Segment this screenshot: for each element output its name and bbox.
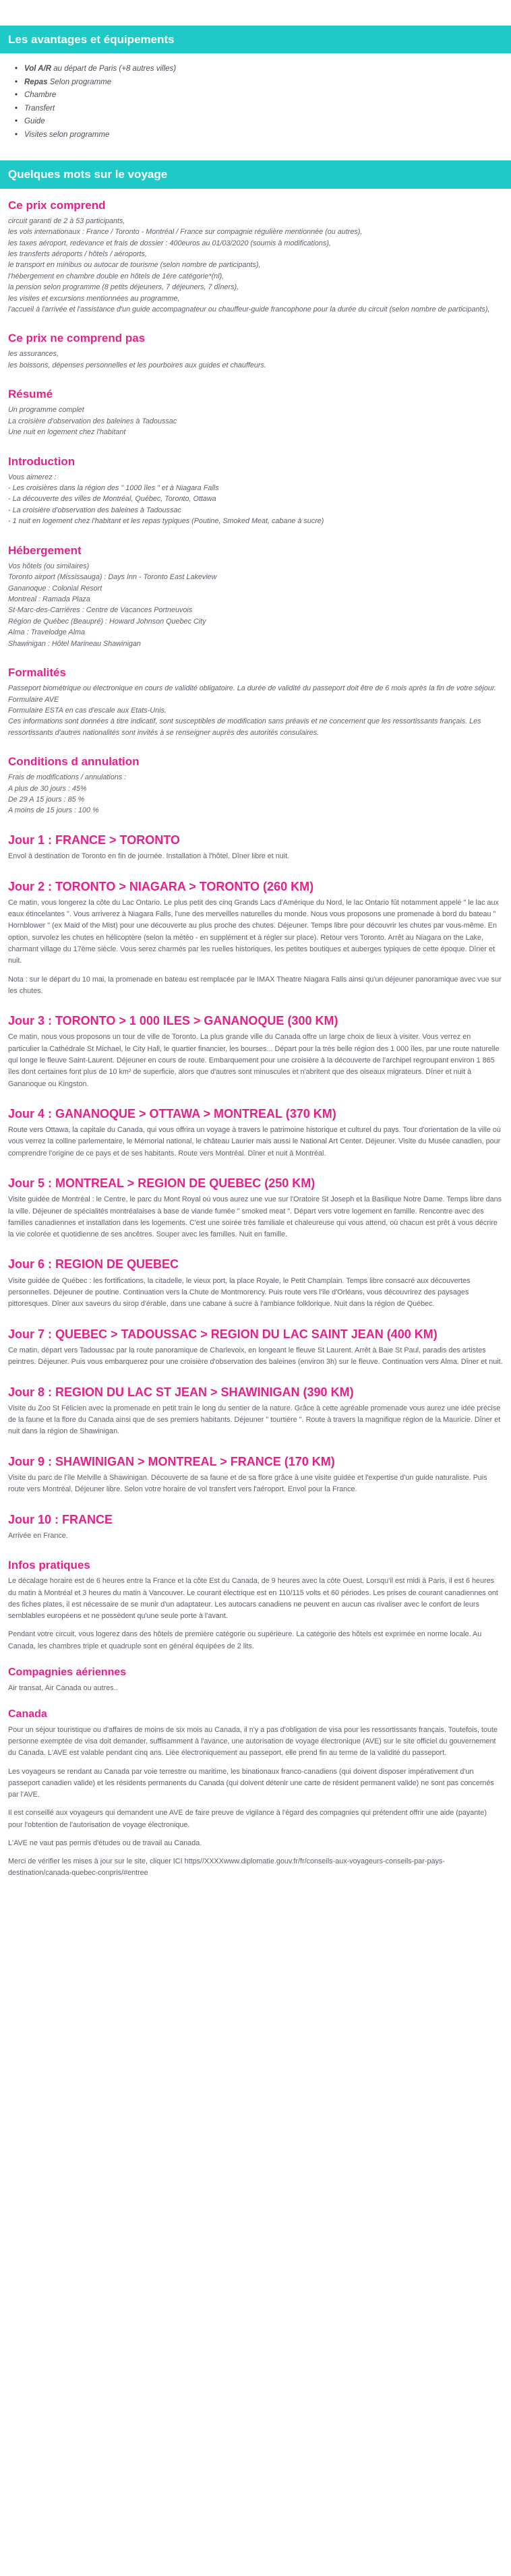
- advantage-item: [15, 102, 495, 116]
- advantage-item-text: au départ de Paris (+8 autres villes): [51, 65, 177, 73]
- prix-ne-comprend-list: [8, 349, 503, 371]
- voyage-content: [0, 198, 511, 1880]
- text-line: les vols internationaux : France / Toronto - Montréal / France sur compagnie régulière mentionnée (ou autres),: [8, 228, 363, 237]
- day-title: Jour 4 : GANANOQUE > OTTAWA > MONTREAL (370 KM): [8, 1106, 336, 1120]
- day-description: Visite du parc de l'île Melville à Shawinigan. Découverte de sa faune et de sa flore grâce à une visite guidée et l'expertise d'un guide naturaliste. Puis route vers Montréal. Déjeuner libre. Selon votre horaire de vol transfert vers l'aéroport. Envol pour la France.: [8, 1474, 487, 1494]
- day-description: Envol à destination de Toronto en fin de journée. Installation à l'hôtel. Dîner libre et nuit.: [8, 852, 290, 861]
- day-title: Jour 6 : REGION DE QUEBEC: [8, 1257, 179, 1271]
- paragraph: Pendant votre circuit, vous logerez dans des hôtels de première catégorie ou supérieure. La catégorie des hôtels est exprimée en norme locale. Au Canada, les chambres triple et quadruple sont en général équipées de 2 lits.: [8, 1630, 482, 1650]
- infos-title: Infos pratiques: [8, 1559, 90, 1572]
- text-line: Gananoque : Colonial Resort: [8, 584, 102, 593]
- day-title: Jour 1 : FRANCE > TORONTO: [8, 833, 180, 847]
- day-description: Ce matin, vous longerez la côte du Lac Ontario. Le plus petit des cinq Grands Lacs d'Amérique du Nord, le lac Ontario fût notamment appelé " le lac aux eaux étincelantes ". Vous arriverez à Niagara Falls, l'une des merveilles naturelles du monde. Nous vous proposons une promenade à bord du bateau " Hornblower " (ex Maid of the Mist) pour une découverte au plus proche des chutes. Déjeuner. Temps libre pour découvrir les chutes par vous-même. En option, survolez les chutes en hélicoptère (selon la météo - en supplément et à régler sur place). Retour vers Toronto. Arrêt au Niagara on the Lake, charmant village du 17ème siècle. Vous serez charmés par les ruelles historiques, les petites boutiques et auberges typiques de cette époque. Dîner et nuit.: [8, 898, 499, 965]
- text-line: le transport en minibus ou autocar de tourisme (selon nombre de participants),: [8, 261, 261, 270]
- paragraph: Il est conseillé aux voyageurs qui demandent une AVE de faire preuve de vigilance à l'égard des compagnies qui prétendent offrir une aide (payante) pour l'obtention de l'autorisation de voyage électronique.: [8, 1809, 487, 1829]
- advantage-item-text: Transfert: [24, 104, 55, 113]
- text-line: - La croisière d'observation des baleines à Tadoussac: [8, 506, 181, 514]
- advantage-item: [15, 89, 495, 102]
- text-line: - La découverte des villes de Montréal, Québec, Toronto, Ottawa: [8, 495, 216, 504]
- day-description: Visite du Zoo St Félicien avec la promenade en petit train le long du sentier de la nature. Grâce à cette agréable promenade vous aurez une idée précise de la faune et la flore du Canada ainsi que de ses premiers habitants. Déjeuner " tourtière ". Route à travers la magnifique région de la Mauricie. Dîner et nuit dans la région de Shawinigan.: [8, 1404, 501, 1436]
- text-line: Région de Québec (Beaupré) : Howard Johnson Quebec City: [8, 617, 206, 626]
- text-line: les visites et excursions mentionnées au programme,: [8, 294, 180, 303]
- text-line: Vos hôtels (ou similaires): [8, 562, 90, 570]
- paragraph: Les voyageurs se rendant au Canada par voie terrestre ou maritime, les binationaux franco-canadiens (qui doivent disposer impérativement d'un passeport canadien valide) et les résidents permanents du Canada (qui doivent détenir une carte de résident permanent valide) ne sont pas concernés par l'AVE.: [8, 1767, 494, 1799]
- text-line: Passeport biométrique ou électronique en cours de validité obligatoire. La durée de validité du passeport doit être de 6 mois après la fin de votre séjour.: [8, 684, 497, 693]
- infos-text: [8, 1576, 503, 1652]
- conditions-title: Conditions d annulation: [8, 755, 140, 769]
- prix-ne-comprend-title: Ce prix ne comprend pas: [8, 332, 146, 345]
- paragraph: L'AVE ne vaut pas permis d'études ou de travail au Canada.: [8, 1838, 202, 1847]
- text-line: A plus de 30 jours : 45%: [8, 784, 87, 793]
- paragraph: Merci de vérifier les mises à jour sur le site, cliquer ICI https//XXXXwww.diplomatie.gouv.fr/fr/conseils-aux-voyageurs-conseils-par-pays-destination/canada-quebec-conpris/#entree: [8, 1857, 445, 1878]
- text-line: Formulaire AVE: [8, 695, 59, 704]
- prix-comprend-title: Ce prix comprend: [8, 198, 106, 212]
- day-description: Arrivée en France.: [8, 1532, 68, 1540]
- day-description: Ce matin, départ vers Tadoussac par la route panoramique de Charlevoix, en longeant le fleuve St Laurent. Arrêt à Baie St Paul, paradis des artistes peintres. Déjeuner. Puis vous embarquerez pour une croisière d'observation des baleines (environ 3h) sur le fleuve. Continuation vers Alma. Dîner et nuit.: [8, 1346, 503, 1367]
- advantage-item-text: Selon programme: [47, 78, 112, 86]
- text-line: - Les croisières dans la région des " 1000 îles " et à Niagara Falls: [8, 484, 219, 493]
- advantage-item-text: Visites selon programme: [24, 130, 110, 139]
- day-description: Ce matin, nous vous proposons un tour de ville de Toronto. La plus grande ville du Canada offre un large choix de lieux à visiter. Vous verrez en particulier la Cathédrale St Michael, le City Hall, le quartier financier, les bourses... Départ pour la très belle région des 1 000 îles, par une route naturelle qui longe le fleuve Saint-Laurent. Déjeuner en cours de route. Embarquement pour une croisière à la découverte de l'archipel regroupant environ 1 865 îles dont certaines font plus de 10 km² de superficie, alors que d'autres sont minuscules et n'abritent que des oiseaux migrateurs. Dîner et nuit à Gananoque ou Kingston.: [8, 1033, 500, 1088]
- itinerary: [8, 833, 503, 1542]
- resume-title: Résumé: [8, 388, 53, 401]
- paragraph: Le décalage horaire est de 6 heures entre la France et la côte Est du Canada, de 9 heures avec la côte Ouest. Lorsqu'il est midi à Paris, il est 6 heures du matin à Montréal et 3 heures du matin à Vancouver. Le courant électrique est en 110/115 volts et 60 périodes. Les prises de courant canadiennes ont des fiches plates, il est nécessaire de se munir d'un adaptateur. Les autocars canadiens ne peuvent en aucun cas rivaliser avec le confort de leurs semblables européens et ne possèdent qu'une seule porte à l'avant.: [8, 1577, 498, 1621]
- advantage-item-strong: Vol A/R: [24, 65, 52, 73]
- text-line: l'accueil à l'arrivée et l'assistance d'un guide accompagnateur ou chauffeur-guide francophone pour la durée du circuit (selon nombre de participants),: [8, 305, 490, 313]
- hebergement-title: Hébergement: [8, 543, 82, 557]
- canada-text: [8, 1725, 503, 1880]
- day-description: Nota : sur le départ du 10 mai, la promenade en bateau est remplacée par le IMAX Theatre Niagara Falls ainsi qu'un déjeuner panoramique avec vue sur les chutes.: [8, 975, 502, 995]
- day-title: Jour 9 : SHAWINIGAN > MONTREAL > FRANCE (170 KM): [8, 1454, 335, 1468]
- conditions-list: [8, 772, 503, 816]
- day-description: Route vers Ottawa, la capitale du Canada, qui vous offrira un voyage à travers le patrimoine historique et culturel du pays. Tour d'orientation de la ville où vous verrez la colline parlementaire, le Mémorial national, le château Laurier mais aussi le National Art Center. Déjeuner. Visite du Musée canadien, pour comprendre l'origine de ce pays et de ses habitants. Route vers Montréal. Dîner et nuit à Montréal.: [8, 1126, 501, 1158]
- day-title: Jour 10 : FRANCE: [8, 1512, 113, 1526]
- text-line: circuit garanti de 2 à 53 participants,: [8, 216, 125, 225]
- advantages-header: Les avantages et équipements: [0, 26, 511, 53]
- voyage-header: Quelques mots sur le voyage: [0, 160, 511, 188]
- advantages-list: [0, 63, 511, 142]
- day-description: Visite guidée de Québec : les fortifications, la citadelle, le vieux port, la place Royale, le Petit Champlain. Temps libre consacré aux découvertes personnelles. Déjeuner de poutine. Continuation vers la Chute de Montmorency. Puis route vers l'île d'Orléans, vous découvrirez des paysages pittoresques. Dîner aux saveurs du sirop d'érable, dans une cabane à sucre à l'ambiance folklorique. Nuit dans la région de Québec.: [8, 1276, 471, 1309]
- formalites-list: [8, 683, 503, 738]
- text-line: les taxes aéroport, redevance et frais de dossier : 400euros au 01/03/2020 (soumis à modifications),: [8, 239, 331, 247]
- introduction-list: [8, 472, 503, 527]
- text-line: Montreal : Ramada Plaza: [8, 595, 90, 603]
- day-title: Jour 5 : MONTREAL > REGION DE QUEBEC (250 KM): [8, 1176, 315, 1190]
- text-line: St-Marc-des-Carrières : Centre de Vacances Portneuvois: [8, 606, 193, 615]
- prix-comprend-list: [8, 216, 503, 316]
- text-line: Formulaire ESTA en cas d'escale aux Etats-Unis.: [8, 706, 167, 715]
- text-line: les boissons, dépenses personnelles et les pourboires aux guides et chauffeurs.: [8, 361, 266, 369]
- day-title: Jour 3 : TORONTO > 1 000 ILES > GANANOQUE (300 KM): [8, 1014, 338, 1028]
- text-line: De 29 A 15 jours : 85 %: [8, 796, 85, 804]
- resume-list: [8, 405, 503, 438]
- text-line: l'hébergement en chambre double en hôtels de 1ère catégorie*(nl),: [8, 272, 224, 280]
- day-title: Jour 2 : TORONTO > NIAGARA > TORONTO (260 KM): [8, 879, 314, 893]
- text-line: Frais de modifications / annulations :: [8, 773, 127, 782]
- text-line: les assurances,: [8, 350, 59, 359]
- text-line: A moins de 15 jours : 100 %: [8, 806, 99, 815]
- advantage-item: [15, 76, 495, 90]
- day-title: Jour 7 : QUEBEC > TADOUSSAC > REGION DU LAC SAINT JEAN (400 KM): [8, 1327, 438, 1341]
- text-line: Toronto airport (Mississauga) : Days Inn - Toronto East Lakeview: [8, 573, 217, 582]
- text-line: La croisière d'observation des baleines à Tadoussac: [8, 417, 177, 425]
- paragraph: Pour un séjour touristique ou d'affaires de moins de six mois au Canada, il n'y a pas d'obligation de visa pour les ressortissants français. Toutefois, toute personne exemptée de visa doit demander, suffisamment à l'avance, une autorisation de voyage électronique (AVE) sur le site officiel du gouvernement du Canada. L'AVE est valable pendant cinq ans. Liée électroniquement au passeport, elle prend fin au terme de la validité du passeport.: [8, 1725, 498, 1758]
- text-line: Alma : Travelodge Alma: [8, 628, 86, 637]
- advantage-item: [15, 115, 495, 129]
- canada-title: Canada: [8, 1708, 47, 1720]
- hebergement-list: [8, 561, 503, 649]
- advantage-item-strong: Repas: [24, 78, 48, 86]
- introduction-title: Introduction: [8, 454, 76, 468]
- text-line: les transferts aéroports / hôtels / aéroports,: [8, 249, 147, 258]
- text-line: Un programme complet: [8, 406, 84, 415]
- formalites-title: Formalités: [8, 666, 66, 680]
- text-line: Vous aimerez :: [8, 473, 57, 481]
- compagnies-text: Air transat, Air Canada ou autres..: [8, 1683, 118, 1692]
- compagnies-title: Compagnies aériennes: [8, 1666, 127, 1678]
- text-line: - 1 nuit en logement chez l'habitant et les repas typiques (Poutine, Smoked Meat, cabane à sucre): [8, 517, 324, 526]
- advantage-item: [15, 129, 495, 142]
- advantage-item: [15, 63, 495, 76]
- day-title: Jour 8 : REGION DU LAC ST JEAN > SHAWINIGAN (390 KM): [8, 1385, 354, 1399]
- text-line: Une nuit en logement chez l'habitant: [8, 428, 126, 437]
- advantage-item-text: Guide: [24, 117, 45, 126]
- day-description: Visite guidée de Montréal : le Centre, le parc du Mont Royal où vous aurez une vue sur l'Oratoire St Joseph et la Basilique Notre Dame. Temps libre dans la ville. Déjeuner de spécialités montréalaises à base de viande fumée " smoked meat ". Départ vers votre logement en famille. Rencontre avec des familles canadiennes et installation dans les logements. C'est une soirée très familiale et chaleureuse qui vous attend, où chacun est prêt à vous décrire la vie colorée et quotidienne de ses ancêtres. Souper avec les familles. Nuit en famille.: [8, 1195, 502, 1239]
- text-line: Ces informations sont données à titre indicatif, sont susceptibles de modification sans préavis et ne concernent que les ressortissants français. Les ressortissants d'autres nationalités sont invités à se renseigner auprès des autorités consulaires.: [8, 717, 481, 737]
- text-line: Shawinigan : Hôtel Marineau Shawinigan: [8, 639, 141, 648]
- advantage-item-text: Chambre: [24, 91, 57, 100]
- text-line: la pension selon programme (8 petits déjeuners, 7 déjeuners, 7 dîners),: [8, 283, 239, 292]
